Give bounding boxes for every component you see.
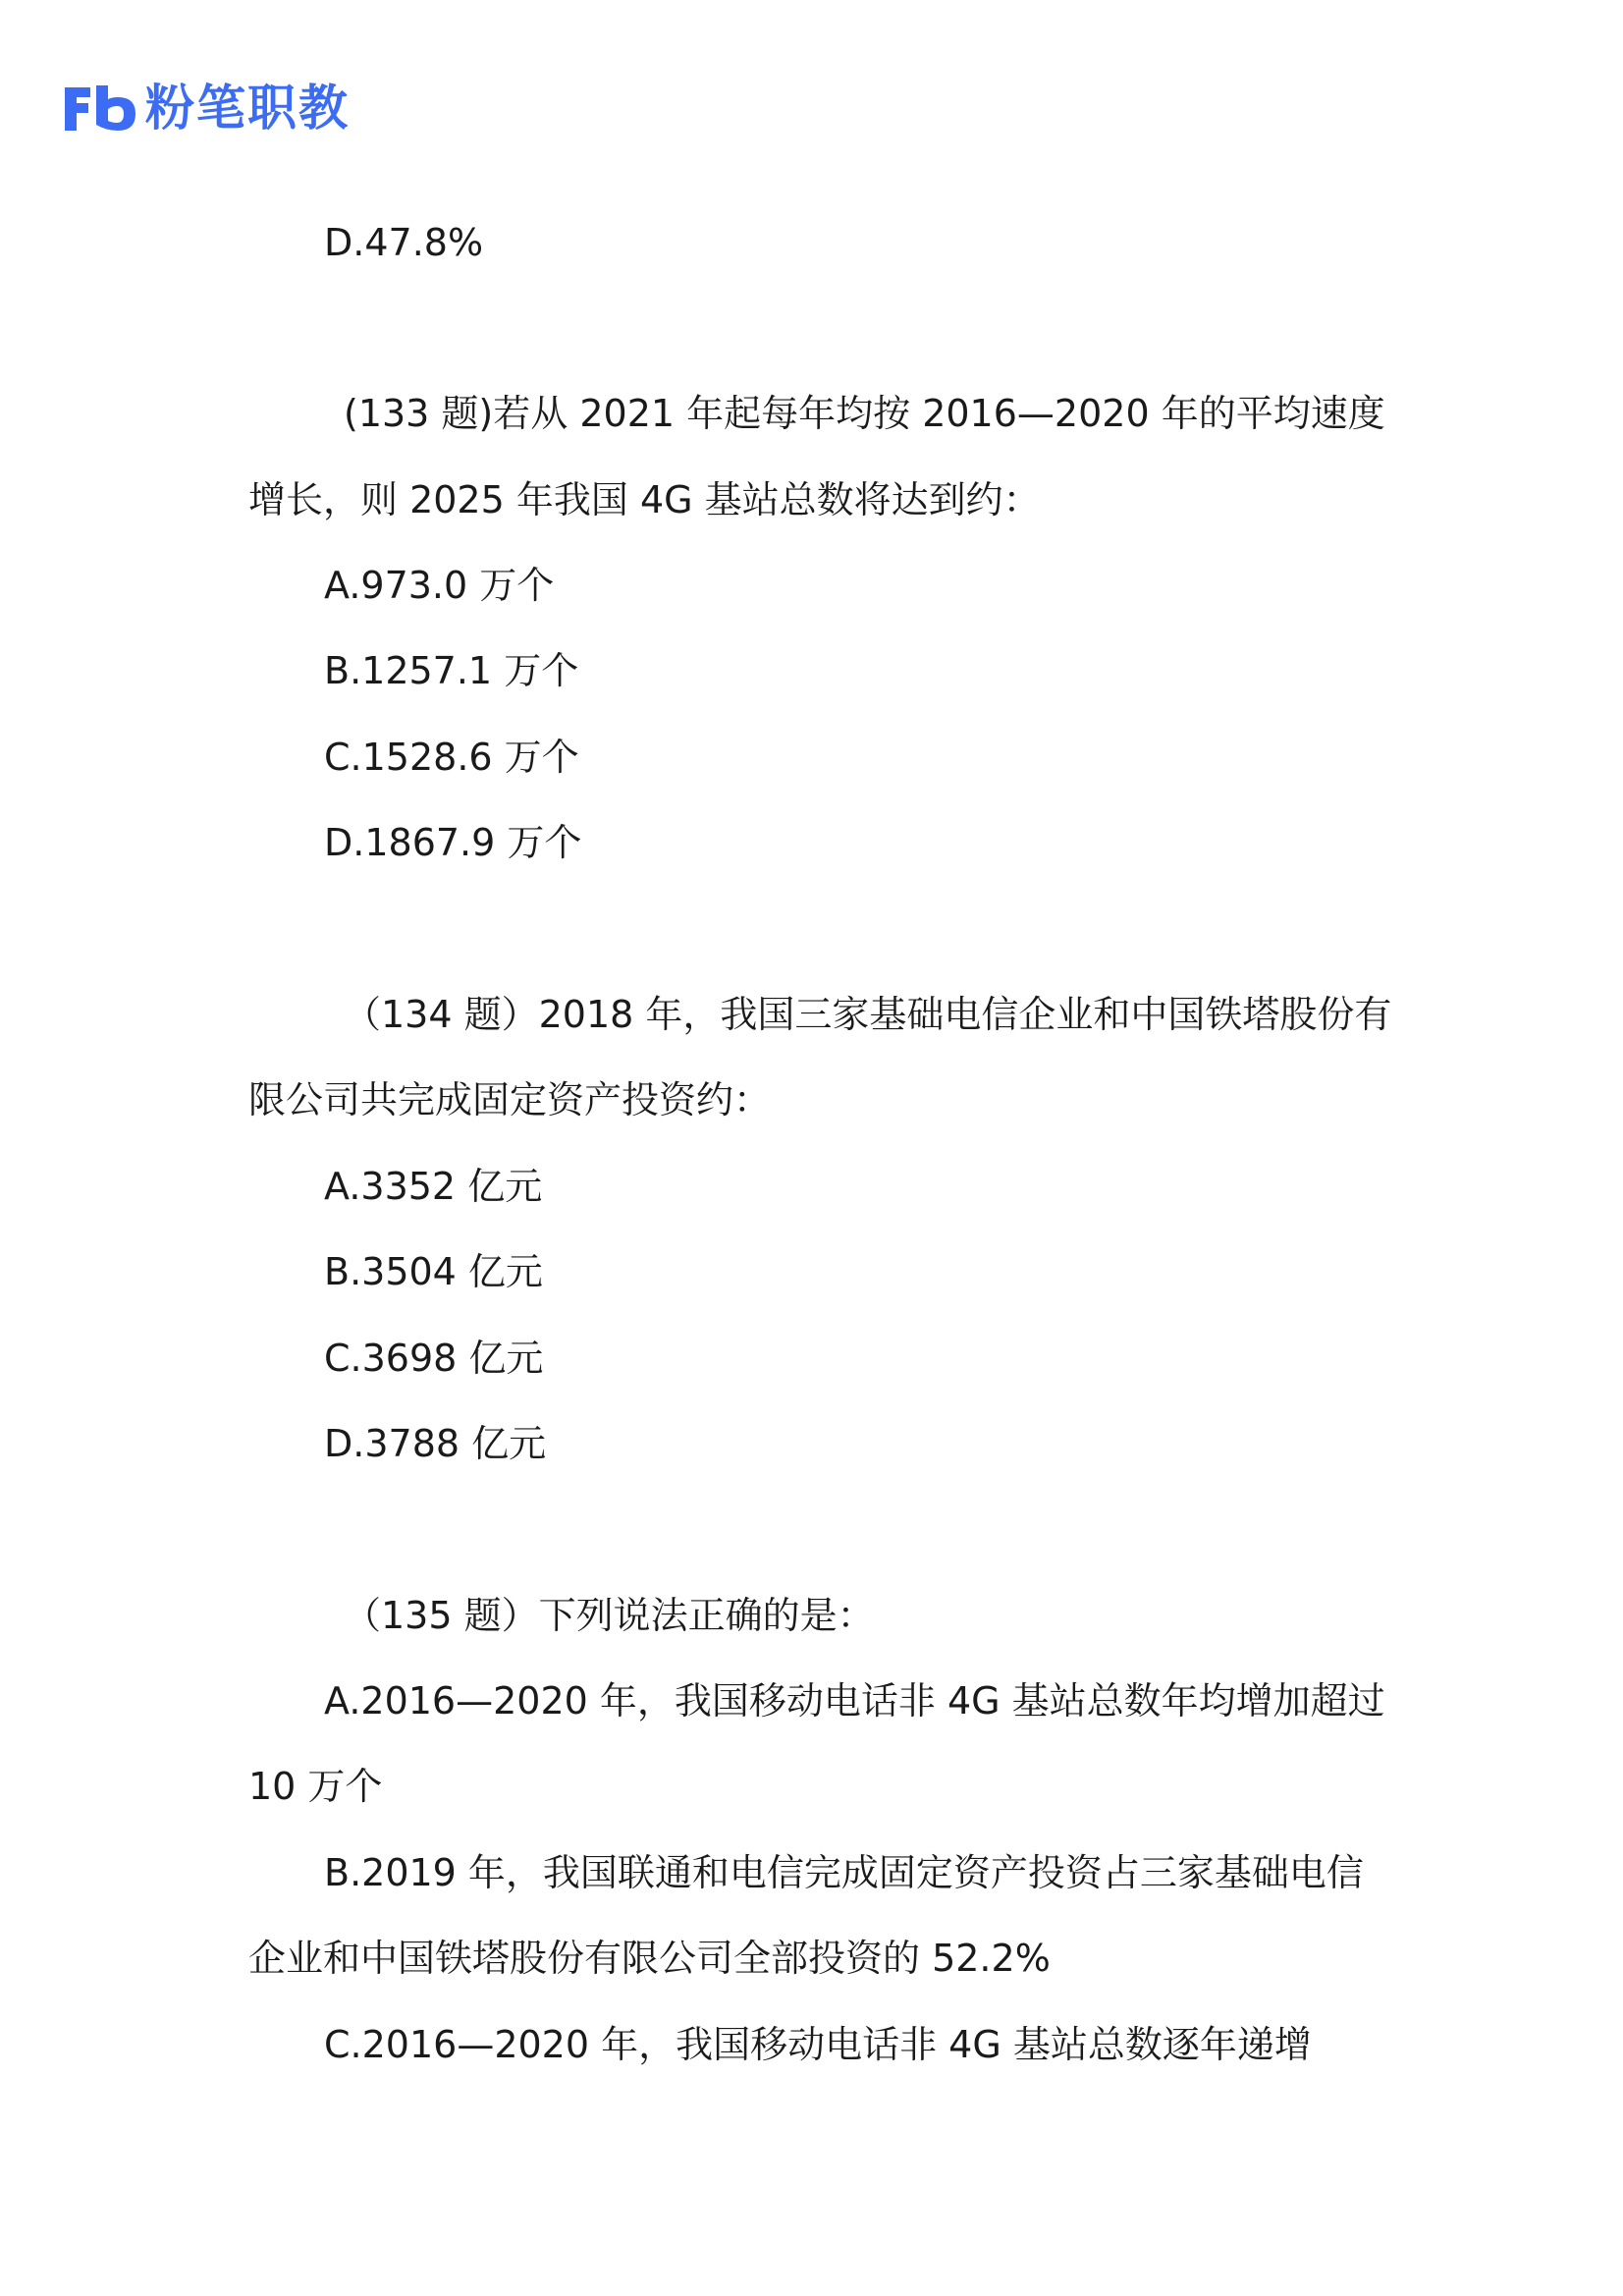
fb-logo-icon <box>61 82 139 135</box>
q134-option-b: B.3504 亿元 <box>324 1250 543 1293</box>
q133-option-c: C.1528.6 万个 <box>324 736 579 779</box>
brand-text: 粉笔职教 <box>145 80 350 137</box>
q133-line2: 增长，则 2025 年我国 4G 基站总数将达到约： <box>248 478 1041 521</box>
q133-option-b: B.1257.1 万个 <box>324 649 579 692</box>
q134-line1: （134 题）2018 年，我国三家基础电信企业和中国铁塔股份有 <box>344 993 1392 1036</box>
q134-line2: 限公司共完成固定资产投资约： <box>248 1078 772 1121</box>
q135-option-b-line1: B.2019 年，我国联通和电信完成固定资产投资占三家基础电信 <box>324 1851 1364 1894</box>
q134-option-c: C.3698 亿元 <box>324 1337 544 1380</box>
q135-option-a-line1: A.2016—2020 年，我国移动电话非 4G 基站总数年均增加超过 <box>324 1679 1385 1722</box>
q134-option-d: D.3788 亿元 <box>324 1422 547 1465</box>
q135-option-c-line1: C.2016—2020 年，我国移动电话非 4G 基站总数逐年递增 <box>324 2023 1312 2066</box>
q133-option-d: D.1867.9 万个 <box>324 821 582 864</box>
brand-logo <box>61 79 350 137</box>
q134-option-a: A.3352 亿元 <box>324 1165 543 1208</box>
q133-line1: (133 题)若从 2021 年起每年均按 2016—2020 年的平均速度 <box>344 392 1385 435</box>
q135-option-a-line2: 10 万个 <box>248 1765 383 1808</box>
q135-line1: （135 题）下列说法正确的是： <box>344 1594 875 1637</box>
q135-option-b-line2: 企业和中国铁塔股份有限公司全部投资的 52.2% <box>248 1937 1051 1980</box>
option-d-prev: D.47.8% <box>324 221 484 264</box>
q133-option-a: A.973.0 万个 <box>324 564 555 607</box>
